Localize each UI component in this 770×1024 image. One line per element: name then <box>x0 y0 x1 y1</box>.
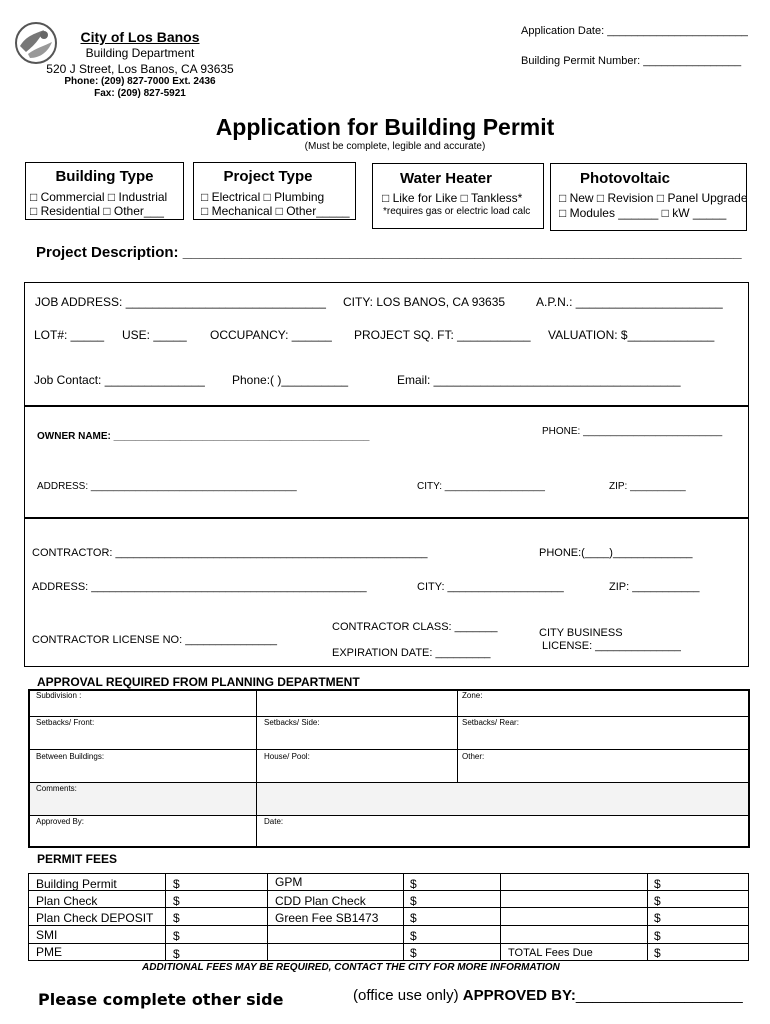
office-use-label: (office use only) <box>353 987 459 1004</box>
building-type-options-2[interactable]: □ Residential □ Other___ <box>30 204 164 218</box>
house-pool-cell[interactable]: House/ Pool: <box>264 752 310 761</box>
city-business-license-label: CITY BUSINESS <box>539 627 623 639</box>
between-buildings-cell[interactable]: Between Buildings: <box>36 752 105 761</box>
building-type-options-1[interactable]: □ Commercial □ Industrial <box>30 190 168 204</box>
fee-smi: SMI <box>36 928 58 942</box>
fee-dollar[interactable]: $ <box>173 911 180 925</box>
city-phone: Phone: (209) 827-7000 Ext. 2436 <box>64 76 216 87</box>
occupancy-field[interactable]: OCCUPANCY: ______ <box>210 328 332 342</box>
owner-phone-field[interactable]: PHONE: _________________________ <box>542 426 723 437</box>
fee-plan-check: Plan Check <box>36 894 98 908</box>
approved-by-label: APPROVED BY: <box>462 987 576 1004</box>
city-name: City of Los Banos <box>80 29 200 45</box>
city-address: 520 J Street, Los Banos, CA 93635 <box>46 62 234 76</box>
contractor-license-field[interactable]: CONTRACTOR LICENSE NO: _______________ <box>32 634 277 646</box>
other-cell[interactable]: Other: <box>462 752 485 761</box>
fee-dollar[interactable]: $ <box>654 877 661 891</box>
owner-city-field[interactable]: CITY: __________________ <box>417 481 545 492</box>
complete-other-side-note: Please complete other side <box>38 990 284 1009</box>
contractor-class-field[interactable]: CONTRACTOR CLASS: _______ <box>332 621 498 633</box>
photovoltaic-options-1[interactable]: □ New □ Revision □ Panel Upgrade <box>559 191 748 205</box>
expiration-date-field[interactable]: EXPIRATION DATE: _________ <box>332 647 491 659</box>
contractor-address-field[interactable]: ADDRESS: _____________________________________________ <box>32 581 367 593</box>
photovoltaic-heading: Photovoltaic <box>579 170 670 187</box>
fee-dollar[interactable]: $ <box>654 929 661 943</box>
setback-side-cell[interactable]: Setbacks/ Side: <box>264 718 320 727</box>
water-heater-options[interactable]: □ Like for Like □ Tankless* <box>382 191 523 205</box>
setback-front-cell[interactable]: Setbacks/ Front: <box>36 718 95 727</box>
planning-table <box>28 689 750 848</box>
fee-dollar[interactable]: $ <box>410 894 417 908</box>
job-city: CITY: LOS BANOS, CA 93635 <box>343 295 506 309</box>
job-email-field[interactable]: Email: _____________________________________ <box>397 373 681 387</box>
total-fees-dollar[interactable]: $ <box>654 946 661 960</box>
project-description-field[interactable]: Project Description: ___________________________________________________________________ <box>36 244 742 261</box>
comments-cell[interactable]: Comments: <box>36 784 77 793</box>
photovoltaic-options-2[interactable]: □ Modules ______ □ kW _____ <box>559 206 727 220</box>
contractor-name-field[interactable]: CONTRACTOR: ___________________________________________________ <box>32 547 428 559</box>
approved-by-field[interactable]: ____________________ <box>575 987 743 1004</box>
fee-dollar[interactable]: $ <box>654 894 661 908</box>
owner-zip-field[interactable]: ZIP: __________ <box>609 481 686 492</box>
contractor-city-field[interactable]: CITY: ___________________ <box>417 581 564 593</box>
page-subtitle: (Must be complete, legible and accurate) <box>304 141 486 152</box>
project-type-heading: Project Type <box>223 168 313 185</box>
apn-field[interactable]: A.P.N.: ______________________ <box>536 295 723 309</box>
owner-section-box <box>24 406 749 518</box>
fee-dollar[interactable]: $ <box>173 929 180 943</box>
use-field[interactable]: USE: _____ <box>122 328 187 342</box>
fee-dollar[interactable]: $ <box>173 894 180 908</box>
project-type-options-1[interactable]: □ Electrical □ Plumbing <box>201 190 325 204</box>
department: Building Department <box>85 46 195 60</box>
approved-by-cell[interactable]: Approved By: <box>36 817 85 826</box>
fee-pme: PME <box>36 945 63 959</box>
fee-green-fee: Green Fee SB1473 <box>275 911 379 925</box>
job-contact-field[interactable]: Job Contact: _______________ <box>34 373 205 387</box>
project-type-options-2[interactable]: □ Mechanical □ Other_____ <box>201 204 350 218</box>
approved-by-line <box>353 987 743 1004</box>
fee-gpm: GPM <box>275 875 303 889</box>
valuation-field[interactable]: VALUATION: $_____________ <box>548 328 715 342</box>
fee-plan-check-deposit: Plan Check DEPOSIT <box>36 911 154 925</box>
subdivision-cell[interactable]: Subdivision : <box>36 691 82 700</box>
contractor-zip-field[interactable]: ZIP: ___________ <box>609 581 700 593</box>
additional-fees-note: ADDITIONAL FEES MAY BE REQUIRED, CONTACT THE CITY FOR MORE INFORMATION <box>142 962 560 973</box>
city-fax: Fax: (209) 827-5921 <box>94 88 186 99</box>
water-heater-heading: Water Heater <box>400 170 492 187</box>
fee-building-permit: Building Permit <box>36 877 117 891</box>
fee-dollar[interactable]: $ <box>410 877 417 891</box>
comments-row-bg <box>30 783 748 815</box>
lot-field[interactable]: LOT#: _____ <box>34 328 105 342</box>
building-type-heading: Building Type <box>55 168 154 185</box>
zone-cell[interactable]: Zone: <box>462 691 483 700</box>
page-title: Application for Building Permit <box>215 114 555 140</box>
total-fees-label: TOTAL Fees Due <box>508 947 593 959</box>
owner-address-field[interactable]: ADDRESS: _____________________________________ <box>37 481 297 492</box>
fee-dollar[interactable]: $ <box>654 911 661 925</box>
permit-number-field[interactable]: Building Permit Number: ________________ <box>521 55 742 67</box>
fee-dollar[interactable]: $ <box>173 877 180 891</box>
date-cell[interactable]: Date: <box>264 817 284 826</box>
planning-heading: APPROVAL REQUIRED FROM PLANNING DEPARTMENT <box>37 675 360 689</box>
fee-dollar[interactable]: $ <box>173 947 180 961</box>
job-phone-field[interactable]: Phone:( )__________ <box>232 373 349 387</box>
permit-fees-heading: PERMIT FEES <box>37 852 118 866</box>
water-heater-note: *requires gas or electric load calc <box>383 206 531 217</box>
setback-rear-cell[interactable]: Setbacks/ Rear: <box>462 718 519 727</box>
fee-dollar[interactable]: $ <box>410 911 417 925</box>
owner-name-field[interactable]: OWNER NAME: ______________________________________________ <box>37 431 370 442</box>
application-date-field[interactable]: Application Date: _______________________ <box>521 25 748 37</box>
contractor-phone-field[interactable]: PHONE:(____)_____________ <box>539 547 693 559</box>
fee-dollar[interactable]: $ <box>410 946 417 960</box>
city-business-license-field[interactable]: LICENSE: ______________ <box>542 640 681 652</box>
project-sqft-field[interactable]: PROJECT SQ. FT: ___________ <box>354 328 531 342</box>
job-address-field[interactable]: JOB ADDRESS: ______________________________ <box>35 295 326 309</box>
fee-dollar[interactable]: $ <box>410 929 417 943</box>
fee-cdd-plan-check: CDD Plan Check <box>275 894 366 908</box>
